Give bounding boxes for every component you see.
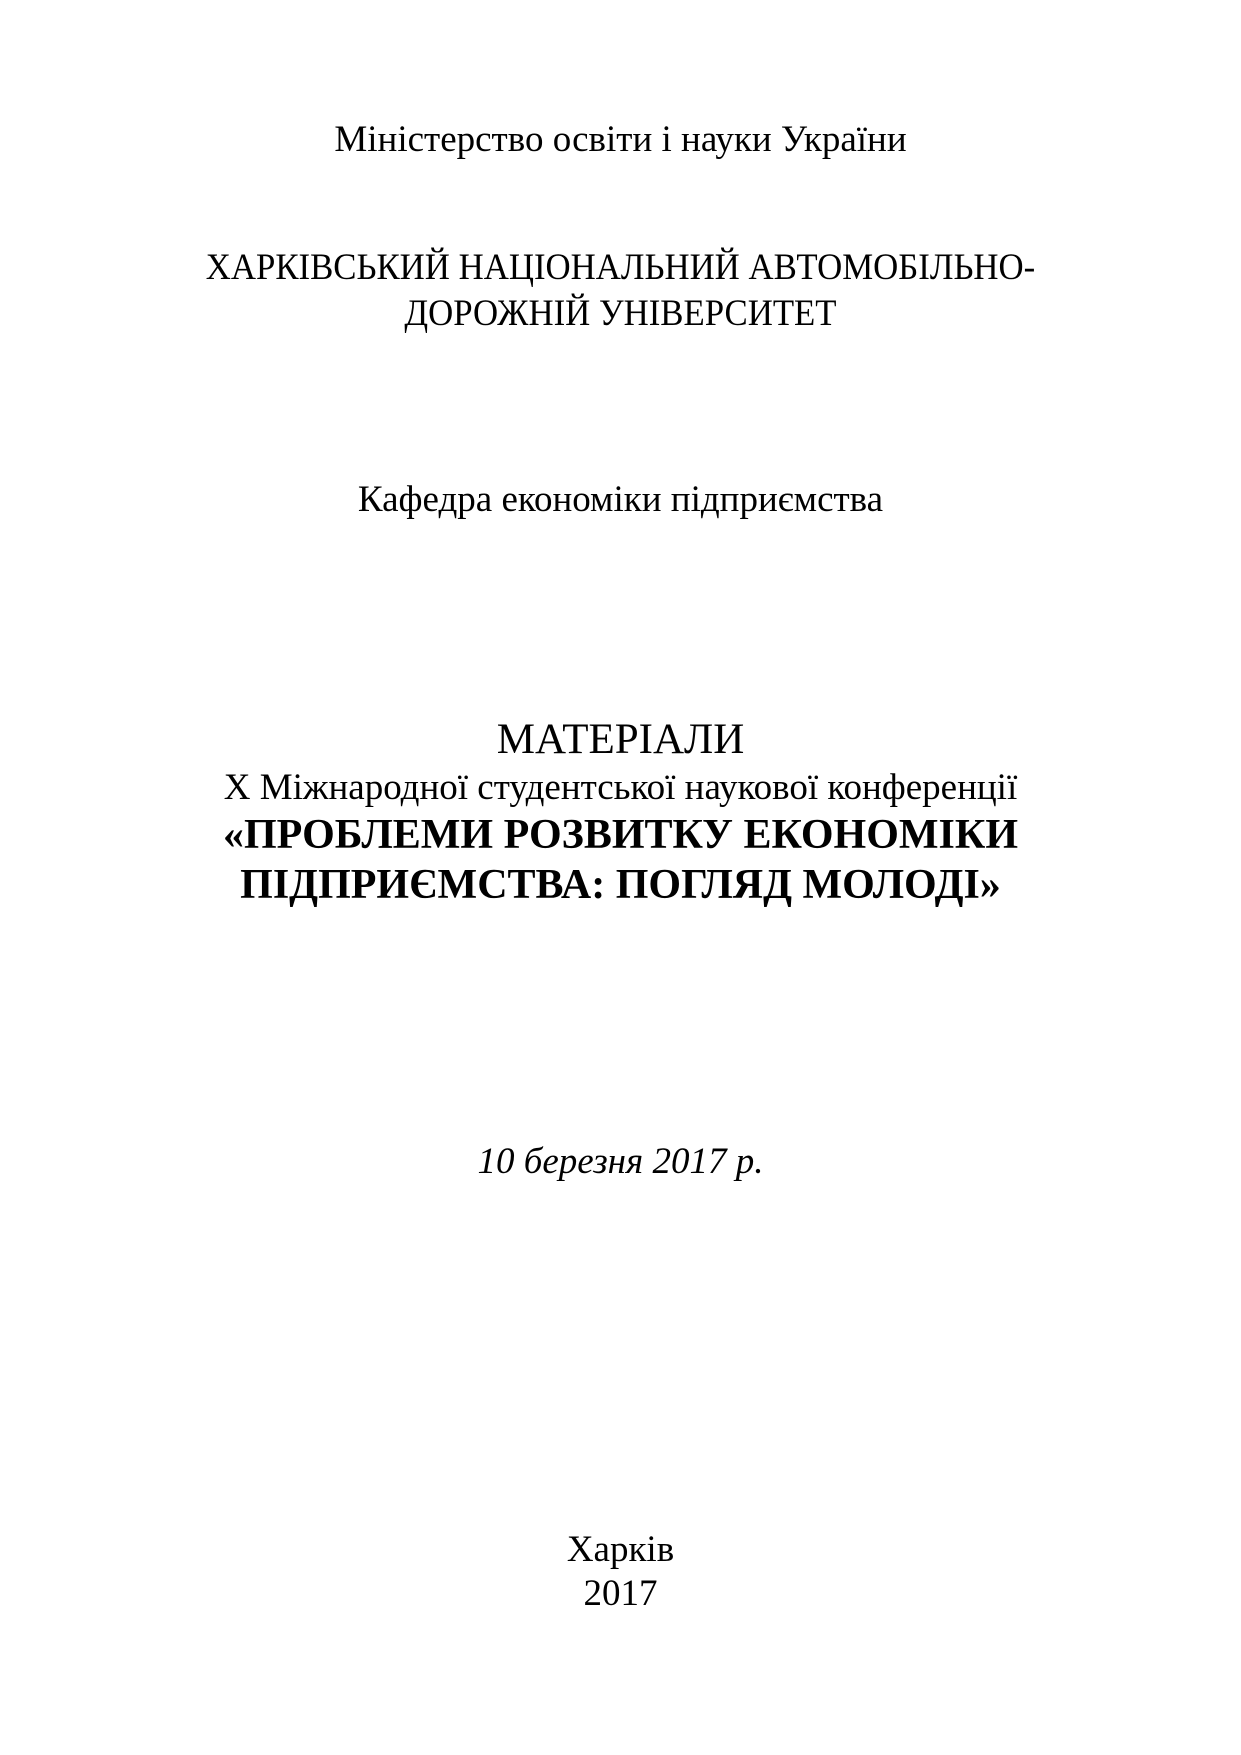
university-name-line-1: ХАРКІВСЬКИЙ НАЦІОНАЛЬНИЙ АВТОМОБІЛЬНО- [205, 247, 1036, 288]
conference-title-line-1: «ПРОБЛЕМИ РОЗВИТКУ ЕКОНОМІКИ [222, 812, 1018, 858]
department-name: Кафедра економіки підприємства [357, 479, 884, 520]
publication-city: Харків [566, 1529, 675, 1570]
conference-title-line-2: ПІДПРИЄМСТВА: ПОГЛЯД МОЛОДІ» [240, 862, 1001, 908]
ministry-heading: Міністерство освіти і науки України [334, 119, 907, 160]
conference-date: 10 березня 2017 р. [477, 1141, 764, 1182]
publication-year: 2017 [583, 1573, 658, 1614]
university-name [0, 245, 1241, 337]
materials-title: МАТЕРІАЛИ [496, 716, 745, 763]
conference-description: X Міжнародної студентської наукової конференції [223, 767, 1018, 808]
conference-title [0, 810, 1241, 910]
university-name-line-2: ДОРОЖНІЙ УНІВЕРСИТЕТ [404, 293, 837, 334]
